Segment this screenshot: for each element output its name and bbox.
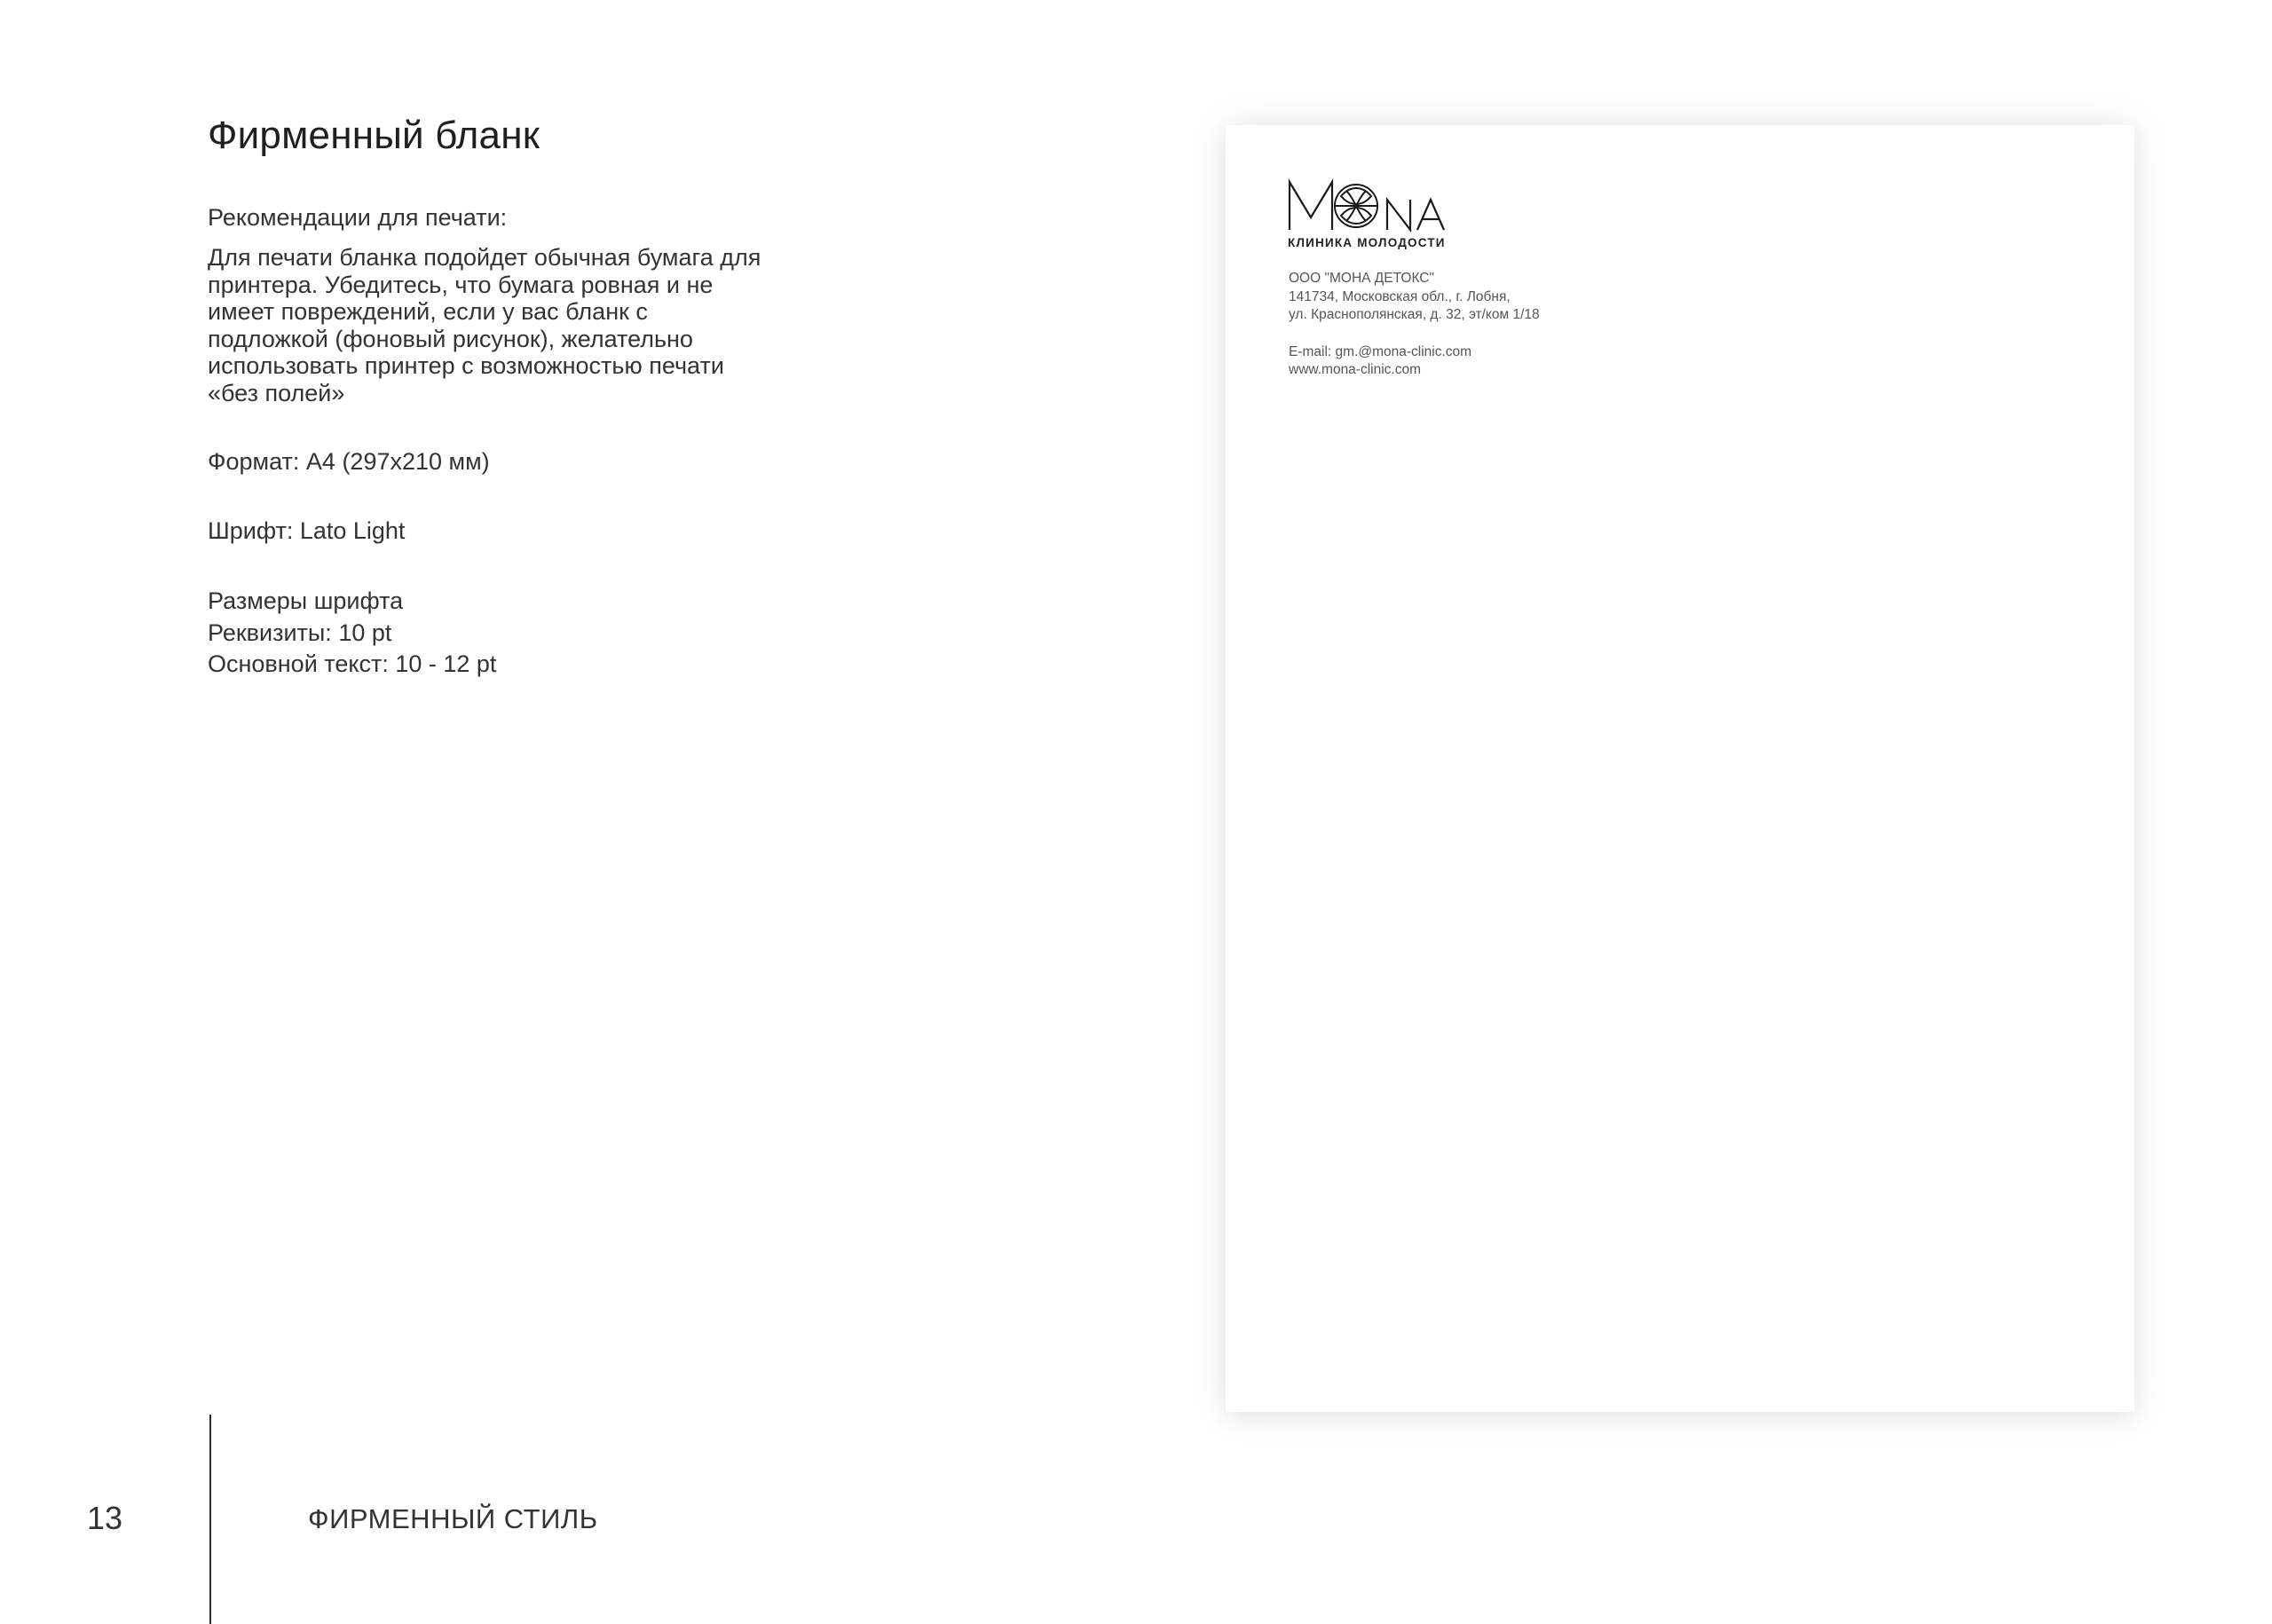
print-recommendations-text xyxy=(208,244,811,406)
mona-logo-mark xyxy=(1288,178,1452,233)
font-size-requisites: Реквизиты: 10 pt xyxy=(208,619,392,646)
letterhead-requisites xyxy=(1289,270,1540,380)
footer-section-label: ФИРМЕННЫЙ СТИЛЬ xyxy=(308,1503,598,1534)
format-info: Формат: А4 (297х210 мм) xyxy=(208,448,490,475)
logo-subtitle: КЛИНИКА МОЛОДОСТИ xyxy=(1288,236,1446,249)
recommendation-line: использовать принтер с возможностью печати xyxy=(208,352,724,379)
recommendation-line: подложкой (фоновый рисунок), желательно xyxy=(208,325,693,352)
mona-logo xyxy=(1288,178,1452,249)
font-info: Шрифт: Lato Light xyxy=(208,517,406,544)
font-size-body: Основной текст: 10 - 12 pt xyxy=(208,650,497,677)
website-line: www.mona-clinic.com xyxy=(1289,362,1422,377)
letterhead-preview xyxy=(1226,125,2134,1412)
font-sizes-block xyxy=(208,586,496,681)
footer-divider xyxy=(209,1415,211,1624)
company-name: ООО "МОНА ДЕТОКС" xyxy=(1289,271,1434,286)
page-number: 13 xyxy=(87,1500,123,1536)
recommendation-line: «без полей» xyxy=(208,379,345,406)
address-line-1: 141734, Московская обл., г. Лобня, xyxy=(1289,288,1511,304)
recommendation-line: имеет повреждений, если у вас бланк с xyxy=(208,298,648,325)
email-line: E-mail: gm.@mona-clinic.com xyxy=(1289,343,1472,359)
address-line-2: ул. Краснополянская, д. 32, эт/ком 1/18 xyxy=(1289,307,1540,322)
recommendation-line: Для печати бланка подойдет обычная бумага для xyxy=(208,244,761,271)
font-sizes-heading: Размеры шрифта xyxy=(208,587,404,614)
page-title: Фирменный бланк xyxy=(208,114,540,157)
recommendation-line: принтера. Убедитесь, что бумага ровная и не xyxy=(208,271,714,298)
print-recommendations-heading: Рекомендации для печати: xyxy=(208,204,508,231)
